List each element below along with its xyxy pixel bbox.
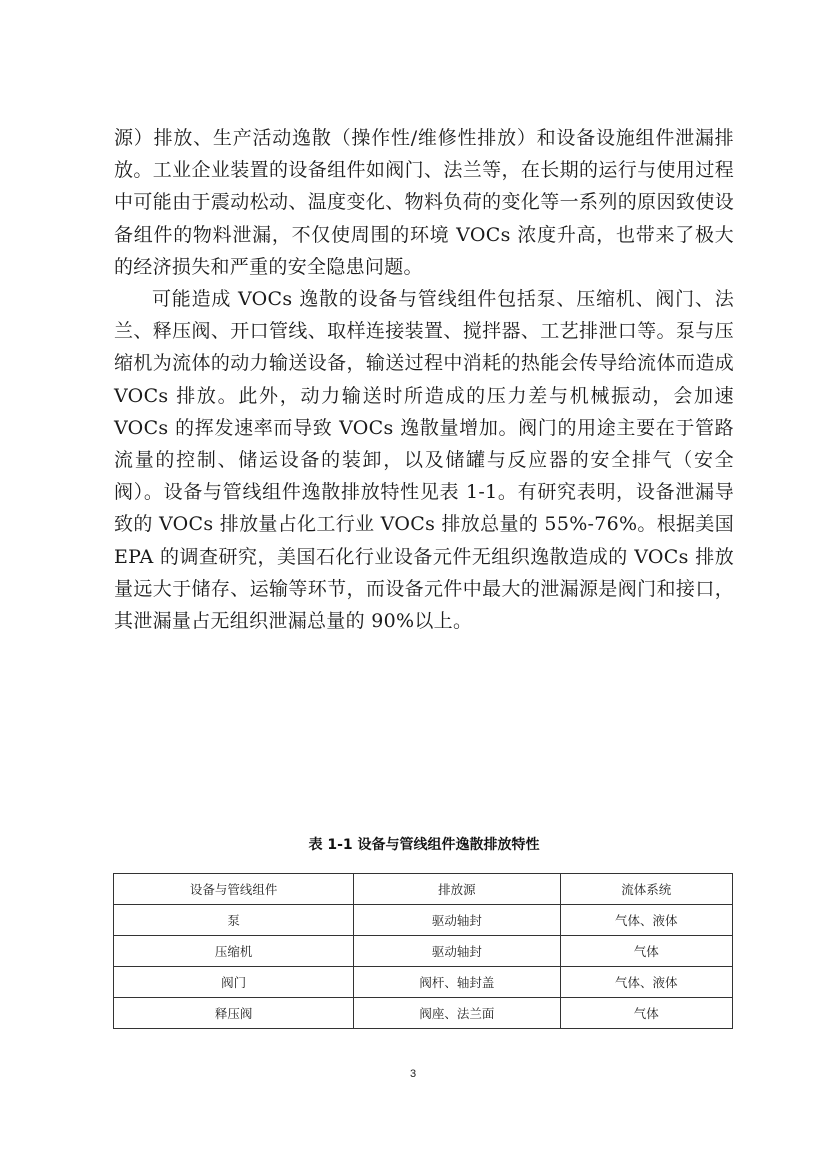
- table-cell: 驱动轴封: [354, 905, 560, 936]
- table-cell: 气体、液体: [560, 905, 732, 936]
- table-cell: 驱动轴封: [354, 936, 560, 967]
- table-row: [114, 905, 733, 936]
- table-header-cell: 设备与管线组件: [114, 874, 354, 905]
- table-row: [114, 998, 733, 1029]
- table-row: [114, 967, 733, 998]
- table-header-cell: 排放源: [354, 874, 560, 905]
- table-cell: 阀杆、轴封盖: [354, 967, 560, 998]
- table-caption: 表 1-1 设备与管线组件逸散排放特性: [308, 837, 540, 853]
- table-header-row: [114, 874, 733, 905]
- table-cell: 气体: [560, 998, 732, 1029]
- table-cell: 阀门: [114, 967, 354, 998]
- body-text: [114, 122, 734, 637]
- page-number: 3: [409, 1068, 417, 1080]
- emission-characteristics-table: [113, 873, 733, 1029]
- table-cell: 阀座、法兰面: [354, 998, 560, 1029]
- table-header-cell: 流体系统: [560, 874, 732, 905]
- table-row: [114, 936, 733, 967]
- table-cell: 释压阀: [114, 998, 354, 1029]
- table-cell: 泵: [114, 905, 354, 936]
- table-cell: 气体、液体: [560, 967, 732, 998]
- table-cell: 压缩机: [114, 936, 354, 967]
- paragraph-2: 可能造成 VOCs 逸散的设备与管线组件包括泵、压缩机、阀门、法兰、释压阀、开口管线、取样连接装置、搅拌器、工艺排泄口等。泵与压缩机为流体的动力输送设备，输送过程中消耗的热能会传导给流体而造成 VOCs 排放。此外，动力输送时所造成的压力差与机械振动，会加速 VOCs 的挥发速率而导致 VOCs 逸散量增加。阀门的用途主要在于管路流量的控制、储运设备的装卸，以及储罐与反应器的安全排气（安全阀）。设备与管线组件逸散排放特性见表 1-1。有研究表明，设备泄漏导致的 VOCs 排放量占化工行业 VOCs 排放总量的 55%-76%。根据美国 EPA 的调查研究，美国石化行业设备元件无组织逸散造成的 VOCs 排放量远大于储存、运输等环节，而设备元件中最大的泄漏源是阀门和接口，其泄漏量占无组织泄漏总量的 90%以上。: [114, 288, 734, 633]
- paragraph-1: 源）排放、生产活动逸散（操作性/维修性排放）和设备设施组件泄漏排放。工业企业装置的设备组件如阀门、法兰等，在长期的运行与使用过程中可能由于震动松动、温度变化、物料负荷的变化等一系列的原因致使设备组件的物料泄漏，不仅使周围的环境 VOCs 浓度升高，也带来了极大的经济损失和严重的安全隐患问题。: [114, 127, 734, 278]
- table-cell: 气体: [560, 936, 732, 967]
